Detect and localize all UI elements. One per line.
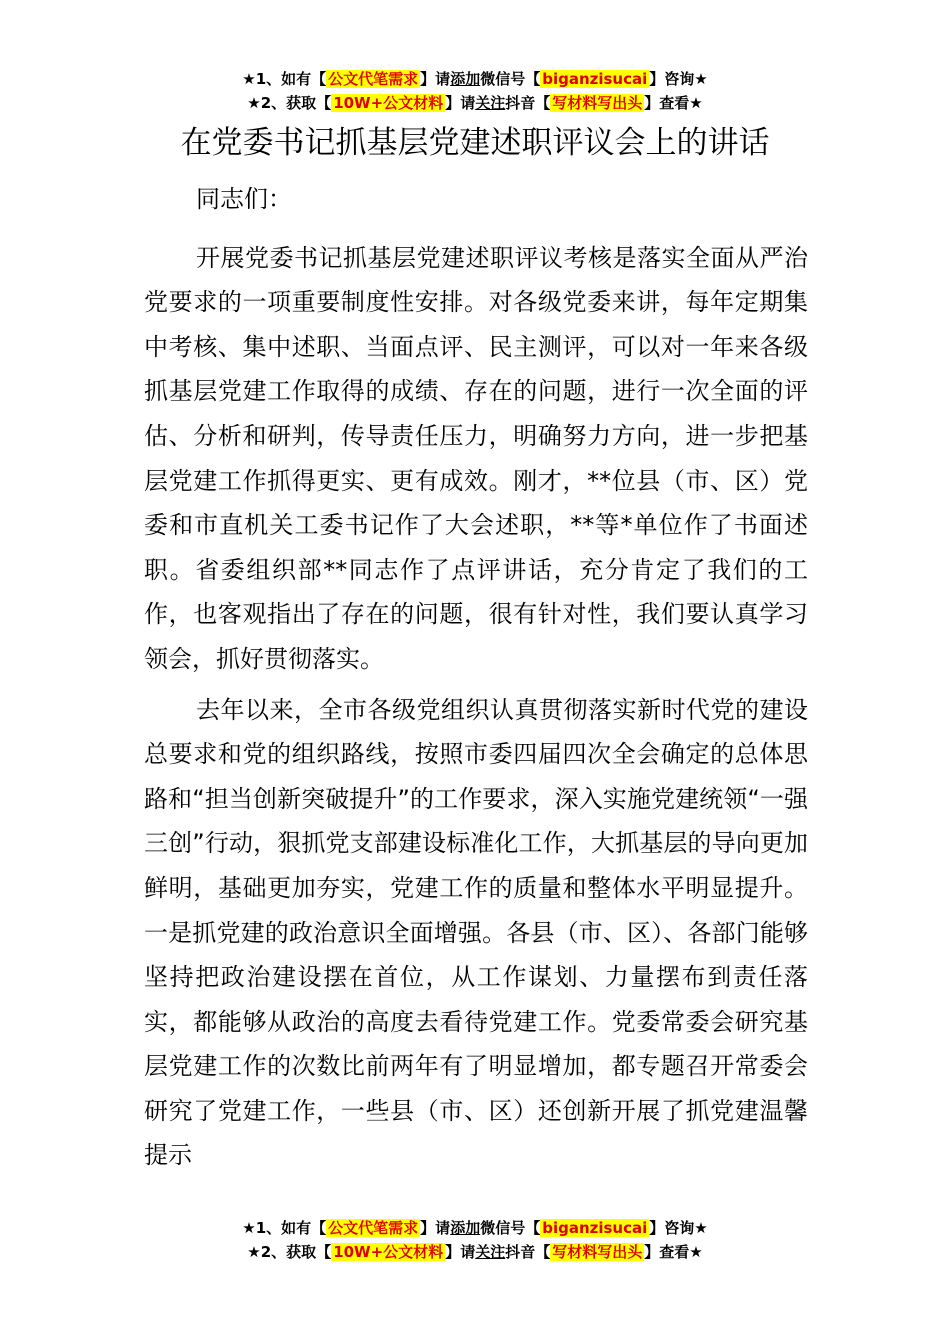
highlight-text: 公文代笔需求	[328, 70, 419, 88]
douyin-account: 写材料写出头	[552, 1243, 643, 1261]
footer-banner	[0, 1216, 950, 1264]
paragraph: 去年以来，全市各级党组织认真贯彻落实新时代党的建设总要求和党的组织路线，按照市委四届四次全会确定的总体思路和“担当创新突破提升”的工作要求，深入实施党建统领“一强三创”行动，狠抓党支部建设标准化工作，大抓基层的导向更加鲜明，基础更加夯实，党建工作的质量和整体水平明显提升。一是抓党建的政治意识全面增强。各县（市、区）、各部门能够坚持把政治建设摆在首位，从工作谋划、力量摆布到责任落实，都能够从政治的高度去看待党建工作。党委常委会研究基层党建工作的次数比前两年有了明显增加，都专题召开常委会研究了党建工作，一些县（市、区）还创新开展了抓党建温馨提示	[144, 695, 808, 1170]
highlight-text: 10W+公文材料	[333, 1243, 444, 1261]
banner-line-2: ★2、获取【 10W+公文材料 】请关注抖音【 写材料写出头 】查看★	[247, 94, 703, 112]
document-title: 在党委书记抓基层党建述职评议会上的讲话	[180, 125, 770, 161]
banner-line-2: ★2、获取【 10W+公文材料 】请关注抖音【 写材料写出头 】查看★	[247, 1243, 703, 1261]
wechat-id: biganzisucai	[542, 1219, 648, 1237]
banner-line-1: ★1、如有【 公文代笔需求 】请添加微信号【 biganzisucai 】咨询★	[242, 1219, 708, 1237]
paragraph: 开展党委书记抓基层党建述职评议考核是落实全面从严治党要求的一项重要制度性安排。对各级党委来讲，每年定期集中考核、集中述职、当面点评、民主测评，可以对一年来各级抓基层党建工作取得的成绩、存在的问题，进行一次全面的评估、分析和研判，传导责任压力，明确努力方向，进一步把基层党建工作抓得更实、更有成效。刚才，**位县（市、区）党委和市直机关工委书记作了大会述职，**等*单位作了书面述职。省委组织部**同志作了点评讲话，充分肯定了我们的工作，也客观指出了存在的问题，很有针对性，我们要认真学习领会，抓好贯彻落实。	[144, 243, 808, 673]
wechat-id: biganzisucai	[542, 70, 648, 88]
salutation: 同志们：	[196, 185, 292, 213]
highlight-text: 10W+公文材料	[333, 94, 444, 112]
header-banner	[0, 67, 950, 115]
douyin-account: 写材料写出头	[552, 94, 643, 112]
banner-line-1: ★1、如有【 公文代笔需求 】请添加微信号【 biganzisucai 】咨询★	[242, 70, 708, 88]
document-body	[144, 177, 808, 1184]
highlight-text: 公文代笔需求	[328, 1219, 419, 1237]
